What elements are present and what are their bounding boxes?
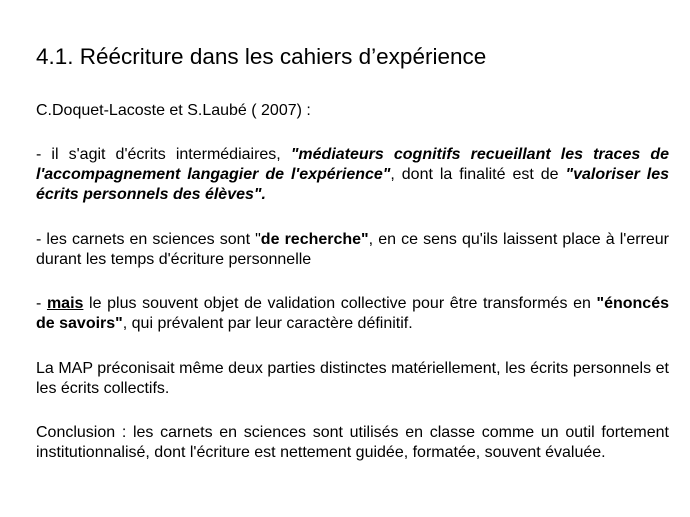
p3-text-2: le plus souvent objet de validation collective pour être transformés en bbox=[83, 295, 597, 312]
paragraph-validation bbox=[36, 294, 669, 334]
p1-text-1: - il s'agit d'écrits intermédiaires, bbox=[36, 146, 291, 163]
paragraph-conclusion: Conclusion : les carnets en sciences sont utilisés en classe comme un outil fortement institutionnalisé, dont l'écriture est nettement guidée, formatée, souvent évaluée. bbox=[36, 424, 669, 461]
p3-mais: mais bbox=[46, 295, 84, 312]
paragraph-research-notebooks bbox=[36, 230, 669, 270]
p3-text-3: , qui prévalent par leur caractère définitif. bbox=[122, 315, 413, 332]
p1-quote-valoriser: "valoriser les écrits personnels des élèves". bbox=[36, 166, 670, 203]
p1-quote-mediators: "médiateurs cognitifs recueillant les traces de l'accompagnement langagier de l'expérience" bbox=[36, 146, 670, 183]
p2-text-2: , en ce sens qu'ils laissent place à l'erreur durant les temps d'écriture personnelle bbox=[36, 231, 670, 268]
p3-text-1: - bbox=[36, 295, 47, 312]
p2-text-1: - les carnets en sciences sont " bbox=[36, 231, 261, 248]
authors-line: C.Doquet-Lacoste et S.Laubé ( 2007) : bbox=[36, 102, 311, 119]
slide-title: 4.1. Réécriture dans les cahiers d’expérience bbox=[36, 44, 487, 69]
paragraph-map: La MAP préconisait même deux parties distinctes matériellement, les écrits personnels et les écrits collectifs. bbox=[36, 360, 669, 397]
paragraph-intermediate-writings bbox=[36, 145, 669, 205]
p1-text-2: , dont la finalité est de bbox=[390, 166, 566, 183]
p2-bold-recherche: de recherche" bbox=[260, 231, 369, 248]
p3-bold-enonces: "énoncés de savoirs" bbox=[36, 295, 669, 332]
